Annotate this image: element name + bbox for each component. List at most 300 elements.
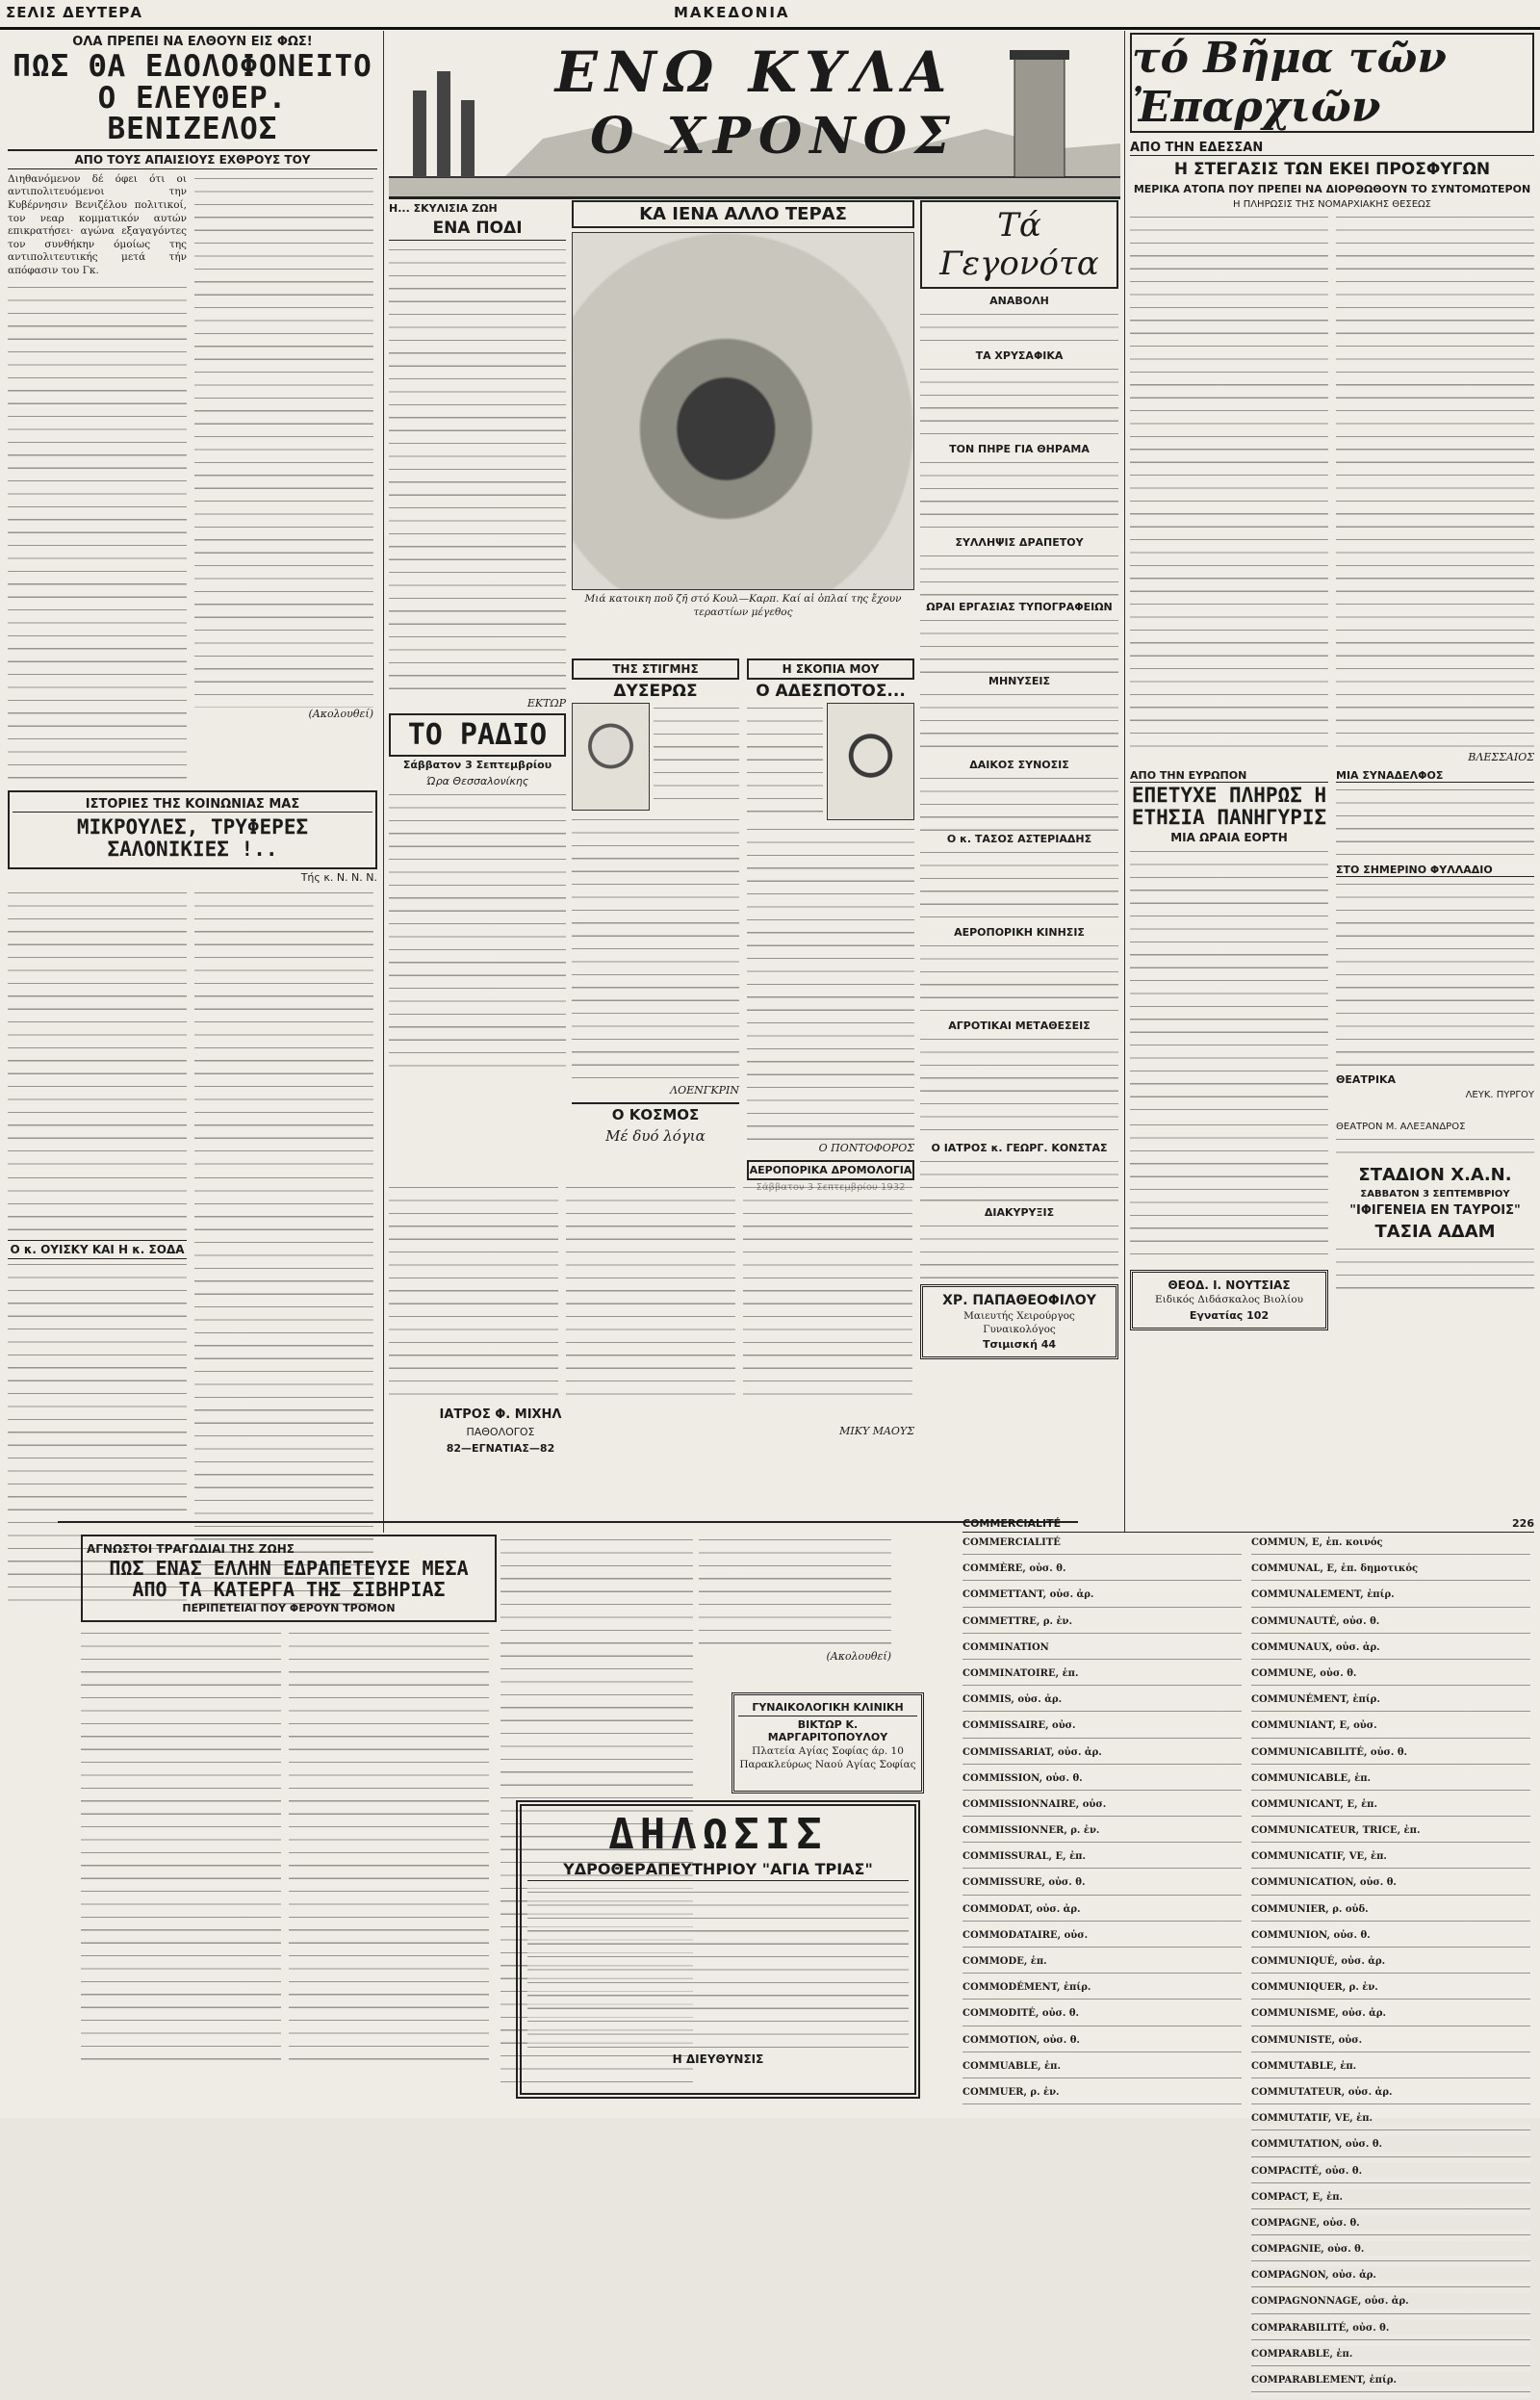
evropos-title: ΕΠΕΤΥΧΕ ΠΛΗΡΩΣ Η ΕΤΗΣΙΑ ΠΑΝΗΓΥΡΙΣ xyxy=(1131,784,1327,830)
continued-note: (Ακολουθεί) xyxy=(308,707,373,720)
dictionary-headword: COMPARABLEMENT, ἐπίρ. xyxy=(1251,2375,1397,2386)
society-title: ΜΙΚΡΟΥΛΕΣ, ΤΡΥΦΕΡΕΣ ΣΑΛΟΝΙΚΙΕΣ !.. xyxy=(76,814,309,861)
dictionary-definition xyxy=(962,2073,1242,2084)
masthead-line-2: Ο ΧΡΟΝΟΣ xyxy=(590,107,958,166)
dictionary-definition xyxy=(1251,1890,1530,1901)
dictionary-headword: COMPARABILITÉ, οὐσ. θ. xyxy=(1251,2322,1390,2334)
dictionary-entry xyxy=(1251,1955,1530,1979)
dictionary-entry xyxy=(962,1903,1242,1927)
dictionary-entry xyxy=(962,2060,1242,2084)
dictionary-entry xyxy=(962,2007,1242,2031)
vima-title: τό Βῆμα τῶν Ἐπαρχιῶν xyxy=(1130,33,1534,133)
dictionary-headword: COMMISSURAL, E, ἐπ. xyxy=(962,1851,1086,1863)
dictionary-headword: COMPAGNON, οὐσ. ἀρ. xyxy=(1251,2270,1376,2282)
dictionary-definition xyxy=(962,1863,1242,1874)
dilosis-ad xyxy=(516,1800,920,2099)
gegonota-item: ΤΑ ΧΡΥΣΑΦΙΚΑ xyxy=(975,349,1064,362)
dictionary-entry xyxy=(1251,1798,1530,1822)
gegonota-item: ΔΙΑΚΥΡΥΞΙΣ xyxy=(984,1206,1055,1219)
stadion-play: "ΙΦΙΓΕΝΕΙΑ ΕΝ ΤΑΥΡΟΙΣ" xyxy=(1349,1203,1521,1219)
dictionary-headword: COMMIS, οὐσ. ἀρ. xyxy=(962,1694,1063,1706)
radio-zone: Ώρα Θεσσαλονίκης xyxy=(425,775,529,787)
article-text-block xyxy=(194,173,373,708)
dictionary-entry xyxy=(962,1588,1242,1613)
dictionary-entry xyxy=(1251,2034,1530,2058)
dictionary-definition xyxy=(962,1785,1242,1796)
article-text-block xyxy=(920,457,1118,534)
dictionary-entry xyxy=(962,1719,1242,1743)
article-text-block xyxy=(289,1628,489,2061)
dictionary-definition xyxy=(1251,1549,1530,1561)
doctor-specialty: ΠΑΘΟΛΟΓΟΣ xyxy=(466,1426,535,1438)
dictionary-definition xyxy=(962,2099,1242,2110)
dictionary-definition xyxy=(962,1994,1242,2005)
papatheofilou-ad xyxy=(920,1284,1118,1359)
fylladio-kicker: ΣΤΟ ΣΗΜΕΡΙΝΟ ΦΥΛΛΑΔΙΟ xyxy=(1336,864,1534,877)
dictionary-definition xyxy=(1251,2204,1530,2215)
noutsias-name: ΘΕΟΔ. Ι. ΝΟΥΤΣΙΑΣ xyxy=(1168,1278,1291,1293)
dilosis-text xyxy=(527,1887,909,2051)
gegonota-item: ΔΑΙΚΟΣ ΣΥΝΟΣΙΣ xyxy=(969,759,1069,771)
article-text-block xyxy=(389,245,566,697)
article-text-block xyxy=(920,1034,1118,1140)
dictionary-headword: COMMOTION, οὐσ. θ. xyxy=(962,2034,1080,2046)
article-text-block xyxy=(1336,212,1534,751)
dictionary-entry xyxy=(962,1929,1242,1953)
article-text-block xyxy=(747,824,914,1142)
dictionary-entry xyxy=(1251,2165,1530,2189)
newspaper-name: ΜΑΚΕΔΟΝΙΑ xyxy=(674,4,790,21)
article-text-block xyxy=(8,888,187,1167)
dictionary-headword: COMMUTATION, οὐσ. θ. xyxy=(1251,2139,1383,2151)
center-lower-text xyxy=(389,1182,914,1418)
kosmos-subtitle: Μέ δυό λόγια xyxy=(605,1127,706,1145)
dictionary-definition xyxy=(962,1602,1242,1613)
article-text-block xyxy=(920,615,1118,673)
headline-line-2: Ο ΕΛΕΥΘΕΡ. ΒΕΝΙΖΕΛΟΣ xyxy=(97,80,288,147)
dictionary-entry xyxy=(1251,2112,1530,2136)
article-text-block xyxy=(8,1173,187,1240)
left-column xyxy=(8,33,377,1515)
dictionary-definition xyxy=(1251,2335,1530,2346)
dictionary-headword: COMMUNIER, ρ. οὐδ. xyxy=(1251,1903,1369,1915)
dictionary-headword: COMMISSIONNER, ρ. ἐν. xyxy=(962,1825,1100,1837)
dictionary-definition xyxy=(1251,1628,1530,1639)
dictionary-headword: COMMODE, ἐπ. xyxy=(962,1956,1047,1967)
dictionary-entry xyxy=(1251,1903,1530,1927)
dictionary-entry xyxy=(1251,2217,1530,2241)
dictionary-entry xyxy=(1251,2060,1530,2084)
gegonota-item: ΩΡΑΙ ΕΡΓΑΣΙΑΣ ΤΥΠΟΓΡΑΦΕΙΩΝ xyxy=(926,601,1113,613)
dictionary-definition xyxy=(1251,2387,1530,2398)
dictionary-headword: COMMISSAIRE, οὐσ. xyxy=(962,1720,1076,1732)
dictionary-entry xyxy=(1251,1562,1530,1587)
dictionary-definition xyxy=(962,1733,1242,1744)
dictionary-definition xyxy=(1251,2282,1530,2293)
papatheofilou-line: Μαιευτής Χειρούργος Γυναικολόγος xyxy=(963,1310,1075,1335)
dictionary-column-left xyxy=(962,1536,1242,2400)
papatheofilou-name: ΧΡ. ΠΑΠΑΘΕΟΦΙΛΟΥ xyxy=(942,1293,1096,1308)
center-column-a xyxy=(389,200,566,1163)
feature-kicker: Η... ΣΚΥΛΙΣΙΑ ΖΩΗ xyxy=(389,202,498,215)
dictionary-definition xyxy=(962,1628,1242,1639)
dictionary-headword: COMMETTANT, οὐσ. ἀρ. xyxy=(962,1589,1094,1601)
dictionary-headword: COMMUNIQUER, ρ. ἐν. xyxy=(1251,1982,1378,1994)
dictionary-entry xyxy=(962,1746,1242,1770)
article-lead: Διηθανόμενον δέ όφει ότι οι αντιπολιτευόμενοι την Κυβέρνησιν Βενιζέλου πολιτικοί, τον νεαρ κομματικόν αυτών επικρατήσει· αγώνα εξαγαγόντες τον συνθήκην όμοίως της αντιπολιτευτικής μετά τήν απόφασιν του Γκ. xyxy=(8,172,187,277)
dictionary-entry xyxy=(1251,2348,1530,2372)
dictionary-definition xyxy=(962,1706,1242,1717)
top-strip xyxy=(0,0,1540,30)
dictionary-headword: COMMETTRE, ρ. ἐν. xyxy=(962,1615,1072,1627)
dictionary-definition xyxy=(1251,2099,1530,2110)
edessa-subtitle: ΜΕΡΙΚΑ ΑΤΟΠΑ ΠΟΥ ΠΡΕΠΕΙ ΝΑ ΔΙΟΡΘΩΘΟΥΝ ΤΟ ΣΥΝΤΟΜΩΤΕΡΟΝ xyxy=(1133,183,1531,195)
dictionary-headword: COMMINATION xyxy=(962,1641,1049,1653)
dictionary-headword: COMMUNICATEUR, TRICE, ἐπ. xyxy=(1251,1825,1421,1837)
dictionary-headword: COMMUTATEUR, οὐσ. ἀρ. xyxy=(1251,2086,1393,2098)
article-text-block xyxy=(920,309,1118,348)
society-kicker: ΙΣΤΟΡΙΕΣ ΤΗΣ ΚΟΙΝΩΝΙΑΣ ΜΑΣ xyxy=(13,797,372,813)
article-text-block xyxy=(920,847,1118,924)
dictionary-definition xyxy=(962,1916,1242,1927)
dictionary-entry xyxy=(1251,2086,1530,2110)
section-heading: Ο κ. ΟΥΙΣΚΥ ΚΑΙ Η κ. ΣΟΔΑ xyxy=(8,1240,187,1259)
dictionary-definition xyxy=(1251,1916,1530,1927)
siberia-continuation-2 xyxy=(699,1535,891,1679)
dictionary-entry xyxy=(962,1562,1242,1587)
siberia-title-2: ΑΠΟ ΤΑ ΚΑΤΕΡΓΑ ΤΗΣ ΣΙΒΗΡΙΑΣ xyxy=(132,1578,446,1601)
center-masthead xyxy=(389,33,1120,199)
dictionary-entry xyxy=(962,1667,1242,1691)
dictionary-headword: COMMISSIONNAIRE, οὐσ. xyxy=(962,1798,1107,1810)
dictionary-headword: COMMUNICABLE, ἐπ. xyxy=(1251,1772,1372,1784)
dictionary-headword: COMMUNE, οὐσ. θ. xyxy=(1251,1667,1357,1679)
aero-title: ΑΕΡΟΠΟΡΙΚΑ ΔΡΟΜΟΛΟΓΙΑ xyxy=(747,1160,914,1180)
dictionary-entry xyxy=(1251,2374,1530,2398)
photo-title: ΚΑ ΙΕΝΑ ΑΛΛΟ ΤΕΡΑΣ xyxy=(572,200,914,228)
dictionary-entry xyxy=(1251,2269,1530,2293)
article-text-block xyxy=(920,1156,1118,1204)
dictionary-headword: COMMUNICABILITÉ, οὐσ. θ. xyxy=(1251,1746,1408,1758)
article-text-block xyxy=(194,888,373,1167)
dictionary-headword: COMMODAT, οὐσ. ἀρ. xyxy=(962,1903,1081,1915)
article-text-block xyxy=(8,282,187,783)
dictionary-definition xyxy=(1251,1680,1530,1691)
dictionary-definition xyxy=(962,1890,1242,1901)
dictionary-entry xyxy=(962,1641,1242,1665)
dictionary-definition xyxy=(1251,1837,1530,1848)
dictionary-entry xyxy=(1251,1876,1530,1900)
dictionary-definition xyxy=(1251,1759,1530,1770)
dictionary-definition xyxy=(1251,2178,1530,2189)
dictionary-definition xyxy=(1251,2309,1530,2320)
dictionary-entry xyxy=(962,1772,1242,1796)
article-text-block xyxy=(389,1182,558,1399)
dictionary-headword: COMMUNÉMENT, ἐπίρ. xyxy=(1251,1694,1380,1706)
article-text-block xyxy=(920,689,1118,757)
tasia-name: ΤΑΣΙΑ ΑΔΑΜ xyxy=(1374,1222,1496,1243)
section-rule xyxy=(58,1521,1078,1523)
papatheofilou-address: Τσιμισκή 44 xyxy=(982,1338,1057,1352)
dictionary-entry xyxy=(962,1876,1242,1900)
headline-kicker: ΟΛΑ ΠΡΕΠΕΙ ΝΑ ΕΛΘΟΥΝ ΕΙΣ ΦΩΣ! xyxy=(72,35,313,49)
dictionary-headword: COMMUNIQUÉ, οὐσ. ἀρ. xyxy=(1251,1956,1386,1967)
dictionary-headword: COMMUN, E, ἐπ. κοινός xyxy=(1251,1537,1383,1548)
gegonota-column xyxy=(920,200,1118,1452)
dictionary-entry xyxy=(1251,1746,1530,1770)
skopia-signature: Ο ΠΟΝΤΟΦΟΡΟΣ xyxy=(818,1142,914,1154)
dictionary-entry xyxy=(962,2086,1242,2110)
noutsias-line: Ειδικός Διδάσκαλος Βιολίου xyxy=(1154,1294,1304,1306)
noutsias-ad xyxy=(1130,1270,1328,1330)
dictionary-headword: COMMUNICATIF, VE, ἐπ. xyxy=(1251,1851,1387,1863)
dictionary-page-number: 226 xyxy=(1512,1517,1534,1530)
dictionary-headword: COMMERCIALITÉ xyxy=(962,1537,1061,1548)
center-photo-block xyxy=(572,200,914,653)
gegonota-item: ΑΓΡΟΤΙΚΑΙ ΜΕΤΑΘΕΣΕΙΣ xyxy=(948,1019,1091,1032)
dictionary-definition xyxy=(1251,2152,1530,2163)
gegonota-title: Τά Γεγονότα xyxy=(920,200,1118,289)
dictionary-entry xyxy=(962,1955,1242,1979)
dictionary-definition xyxy=(1251,2361,1530,2372)
dictionary-headword: COMMUNISME, οὐσ. ἀρ. xyxy=(1251,2008,1386,2020)
dictionary-column-right xyxy=(1251,1536,1530,2400)
clinic-title: ΓΥΝΑΙΚΟΛΟΓΙΚΗ ΚΛΙΝΙΚΗ xyxy=(738,1699,917,1716)
dictionary-entry xyxy=(1251,2295,1530,2319)
article-text-block xyxy=(81,1628,281,2061)
dictionary-entry xyxy=(1251,1929,1530,1953)
masthead-line-1: ΕΝΩ ΚΥΛΑ xyxy=(554,39,955,105)
edessa-signature: ΒΛΕΣΣΑΙΟΣ xyxy=(1468,751,1534,763)
radio-box xyxy=(389,713,566,757)
clinic-ad xyxy=(732,1692,924,1794)
dictionary-definition xyxy=(962,1654,1242,1665)
evropos-kicker: ΑΠΟ ΤΗΝ ΕΥΡΩΠΟΝ xyxy=(1130,769,1328,783)
doctor-address: 82—ΕΓΝΑΤΙΑΣ—82 xyxy=(446,1442,555,1455)
article-text-block xyxy=(1130,212,1328,751)
radio-title: ΤΟ ΡΑΔΙΟ xyxy=(407,718,548,752)
dictionary-entry xyxy=(962,1850,1242,1874)
dictionary-entry xyxy=(962,1798,1242,1822)
dictionary-entry xyxy=(1251,2138,1530,2162)
noutsias-address: Εγνατίας 102 xyxy=(1189,1308,1270,1322)
siberia-article xyxy=(81,1535,497,2112)
dictionary-headword: COMMUNIANT, E, οὐσ. xyxy=(1251,1720,1377,1732)
kosmos-title: Ο ΚΟΣΜΟΣ xyxy=(572,1102,739,1125)
dictionary-entry xyxy=(962,1824,1242,1848)
clinic-note: Παρακλεύρως Ναού Αγίας Σοφίας xyxy=(739,1758,916,1770)
dictionary-definition xyxy=(1251,1942,1530,1953)
dictionary-headword: COMMÈRE, οὐσ. θ. xyxy=(962,1563,1066,1575)
dictionary-definition xyxy=(1251,2047,1530,2058)
dictionary-definition xyxy=(1251,1785,1530,1796)
headline-line-1: ΠΩΣ ΘΑ ΕΔΟΛΟΦΟΝΕΙΤΟ xyxy=(13,49,372,84)
dictionary-section xyxy=(962,1515,1534,2386)
article-text-block xyxy=(743,1182,912,1399)
dictionary-definition xyxy=(962,2021,1242,2032)
gegonota-item: ΣΥΛΛΗΨΙΣ ΔΡΑΠΕΤΟΥ xyxy=(955,536,1084,549)
dictionary-entry xyxy=(1251,2007,1530,2031)
alexandros-heading: ΘΕΑΤΡΟΝ Μ. ΑΛΕΞΑΝΔΡΟΣ xyxy=(1336,1122,1466,1133)
article-text-block xyxy=(920,364,1118,441)
stadion-title: ΣΤΑΔΙΟΝ Χ.Α.Ν. xyxy=(1358,1165,1512,1186)
dictionary-definition xyxy=(1251,1733,1530,1744)
dictionary-entry xyxy=(1251,1615,1530,1639)
dictionary-entry xyxy=(1251,2322,1530,2346)
siberia-box xyxy=(81,1535,497,1622)
dictionary-definition xyxy=(1251,1706,1530,1717)
skopia-kicker: Η ΣΚΟΠΙΑ ΜΟΥ xyxy=(747,658,914,680)
feature-title: ΕΝΑ ΠΟΔΙ xyxy=(389,217,566,241)
dilosis-subtitle: ΥΔΡΟΘΕΡΑΠΕΥΤΗΡΙΟΥ "ΑΓΙΑ ΤΡΙΑΣ" xyxy=(527,1858,909,1881)
article-text-block xyxy=(1336,1244,1534,1292)
article-text-block xyxy=(654,703,739,809)
dictionary-definition xyxy=(1251,2125,1530,2136)
stadion-date: ΣΑΒΒΑΤΟΝ 3 ΣΕΠΤΕΜΒΡΙΟΥ xyxy=(1360,1189,1510,1200)
skopia-title: Ο ΑΔΕΣΠΟΤΟΣ... xyxy=(756,682,906,701)
dictionary-entry xyxy=(1251,1850,1530,1874)
lefkos-pyrgos: ΛΕΥΚ. ΠΥΡΓΟΥ xyxy=(1465,1090,1534,1100)
dictionary-entry xyxy=(962,1981,1242,2005)
portrait-illustration xyxy=(572,703,650,811)
dictionary-definition xyxy=(962,1575,1242,1587)
edessa-kicker: ΑΠΟ ΤΗΝ ΕΔΕΣΣΑΝ xyxy=(1130,141,1534,156)
article-text-block xyxy=(1130,1120,1328,1264)
dictionary-entry xyxy=(1251,1719,1530,1743)
dictionary-definition xyxy=(962,1942,1242,1953)
skopia-column xyxy=(747,658,914,1178)
dictionary-headword: COMMUNICATION, οὐσ. θ. xyxy=(1251,1877,1397,1889)
gegonota-item: Ο κ. ΤΑΣΟΣ ΑΣΤΕΡΙΑΔΗΣ xyxy=(946,833,1092,845)
page-label: ΣΕΛΙΣ ΔΕΥΤΕΡΑ xyxy=(6,4,142,21)
article-text-block xyxy=(1336,879,1534,1071)
dilosis-title: ΔΗΛΩΣΙΣ xyxy=(608,1810,828,1859)
dictionary-entry xyxy=(1251,1588,1530,1613)
dictionary-headword: COMMUNAUX, οὐσ. ἀρ. xyxy=(1251,1641,1380,1653)
column-rule xyxy=(383,31,384,1533)
clinic-address: Πλατεία Αγίας Σοφίας άρ. 10 xyxy=(752,1745,904,1757)
stigmis-column xyxy=(572,658,739,1178)
dictionary-definition xyxy=(1251,1968,1530,1979)
dictionary-headword: COMMODATAIRE, οὐσ. xyxy=(962,1929,1089,1941)
dictionary-headword: COMMUER, ρ. ἐν. xyxy=(962,2086,1060,2098)
dictionary-entry xyxy=(1251,1667,1530,1691)
headline-subhead: ΑΠΟ ΤΟΥΣ ΑΠΑΙΣΙΟΥΣ ΕΧΘΡΟΥΣ ΤΟΥ xyxy=(8,149,377,169)
dictionary-entry xyxy=(1251,1693,1530,1717)
dictionary-entry xyxy=(1251,1981,1530,2005)
article-text-block xyxy=(1336,785,1534,862)
dictionary-headword: COMMUNAUTÉ, οὐσ. θ. xyxy=(1251,1615,1380,1627)
edessa-title: Η ΣΤΕΓΑΣΙΣ ΤΩΝ ΕΚΕΙ ΠΡΟΣΦΥΓΩΝ xyxy=(1173,160,1491,179)
dictionary-headword: COMMUTATIF, VE, ἐπ. xyxy=(1251,2113,1373,2125)
dictionary-entry xyxy=(1251,1536,1530,1561)
dictionary-entry xyxy=(962,2034,1242,2058)
dictionary-headword: COMMUNION, οὐσ. θ. xyxy=(1251,1929,1371,1941)
gegonota-item: ΑΕΡΟΠΟΡΙΚΗ ΚΙΝΗΣΙΣ xyxy=(954,926,1085,939)
siberia-subtitle: ΠΕΡΙΠΕΤΕΙΑΙ ΠΟΥ ΦΕΡΟΥΝ ΤΡΟΜΟΝ xyxy=(182,1602,396,1614)
bird-photo xyxy=(572,232,914,590)
dictionary-headword: COMMISSION, οὐσ. θ. xyxy=(962,1772,1083,1784)
dictionary-entry xyxy=(962,1693,1242,1717)
doctor-name: ΙΑΤΡΟΣ Φ. ΜΙΧΗΛ xyxy=(439,1407,562,1422)
dictionary-definition xyxy=(1251,2230,1530,2241)
dictionary-headword: COMMINATOIRE, ἐπ. xyxy=(962,1667,1079,1679)
dictionary-definition xyxy=(962,1549,1242,1561)
dictionary-headword: COMMUNAL, E, ἐπ. δημοτικός xyxy=(1251,1563,1419,1575)
radio-schedule xyxy=(389,789,566,1069)
article-text-block xyxy=(920,773,1118,831)
society-box xyxy=(8,790,377,869)
synadelfos-kicker: ΜΙΑ ΣΥΝΑΔΕΛΦΟΣ xyxy=(1336,769,1534,783)
dictionary-definition xyxy=(1251,2021,1530,2032)
siberia-kicker: ΑΓΝΩΣΤΟΙ ΤΡΑΓΩΔΙΑΙ ΤΗΣ ΖΩΗΣ xyxy=(87,1542,295,1556)
dictionary-definition xyxy=(1251,2073,1530,2084)
dictionary-definition xyxy=(1251,1994,1530,2005)
article-text-block xyxy=(920,941,1118,1018)
theatrika-heading: ΘΕΑΤΡΙΚΑ xyxy=(1336,1073,1397,1086)
dictionary-headword: COMPAGNONNAGE, οὐσ. ἀρ. xyxy=(1251,2296,1409,2308)
dictionary-definition xyxy=(962,1680,1242,1691)
dictionary-headword: COMPACT, E, ἐπ. xyxy=(1251,2191,1344,2203)
dictionary-definition xyxy=(962,1811,1242,1822)
radio-date: Σάββατον 3 Σεπτεμβρίου xyxy=(402,759,552,771)
dictionary-entry xyxy=(1251,1824,1530,1848)
dictionary-headword: COMMUNALEMENT, ἐπίρ. xyxy=(1251,1589,1395,1601)
dictionary-definition xyxy=(962,2047,1242,2058)
dictionary-entry xyxy=(1251,1772,1530,1796)
dilosis-signature: Η ΔΙΕΥΘΥΝΣΙΣ xyxy=(672,2052,764,2067)
dictionary-definition xyxy=(1251,1811,1530,1822)
siberia-continued-note: (Ακολουθεί) xyxy=(826,1650,891,1663)
dictionary-headword: COMMISSURE, οὐσ. θ. xyxy=(962,1877,1086,1889)
dictionary-headword: COMMODITÉ, οὐσ. θ. xyxy=(962,2008,1079,2020)
dictionary-headword: COMMODÉMENT, ἐπίρ. xyxy=(962,1982,1091,1994)
dictionary-definition xyxy=(1251,1575,1530,1587)
dictionary-header: COMMERCIALITÉ xyxy=(962,1517,1062,1530)
clinic-doctor: ΒΙΚΤΩΡ Κ. ΜΑΡΓΑΡΙΤΟΠΟΥΛΟΥ xyxy=(767,1718,888,1743)
dictionary-definition xyxy=(962,1968,1242,1979)
dictionary-definition xyxy=(1251,2256,1530,2267)
kosmos-sign-block xyxy=(747,1425,914,1444)
doctor-michil-ad xyxy=(404,1406,597,1463)
right-column xyxy=(1130,33,1534,1515)
gegonota-item: ΤΟΝ ΠΗΡΕ ΓΙΑ ΘΗΡΑΜΑ xyxy=(949,443,1090,455)
article-text-block xyxy=(699,1535,891,1650)
article-text-block xyxy=(572,814,739,1084)
stigmis-kicker: ΤΗΣ ΣΤΙΓΜΗΣ xyxy=(572,658,739,680)
caricature-illustration xyxy=(827,703,914,820)
article-text-block xyxy=(1130,846,1328,1116)
edessa-subtitle-2: Η ΠΛΗΡΩΣΙΣ ΤΗΣ ΝΟΜΑΡΧΙΑΚΗΣ ΘΕΣΕΩΣ xyxy=(1233,199,1431,210)
dictionary-headword: COMPAGNIE, οὐσ. θ. xyxy=(1251,2244,1365,2256)
column-rule xyxy=(1124,31,1125,1533)
dictionary-entry xyxy=(1251,2243,1530,2267)
society-byline: Τής κ. Ν. Ν. Ν. xyxy=(300,870,377,884)
dictionary-headword: COMPACITÉ, οὐσ. θ. xyxy=(1251,2165,1363,2177)
gegonota-item: ΑΝΑΒΟΛΗ xyxy=(989,295,1049,307)
dictionary-headword: COMMISSARIAT, οὐσ. ἀρ. xyxy=(962,1746,1102,1758)
dictionary-headword: COMPARABLE, ἐπ. xyxy=(1251,2348,1353,2360)
kosmos-signature: ΜΙΚΥ ΜΑΟΥΣ xyxy=(839,1425,914,1437)
dictionary-definition xyxy=(1251,1863,1530,1874)
dictionary-definition xyxy=(1251,1654,1530,1665)
dictionary-headword: COMMUNISTE, οὐσ. xyxy=(1251,2034,1363,2046)
evropos-subtitle: ΜΙΑ ΩΡΑΙΑ ΕΟΡΤΗ xyxy=(1170,831,1288,845)
dictionary-entry xyxy=(1251,1641,1530,1665)
dictionary-definition xyxy=(1251,1602,1530,1613)
siberia-title-1: ΠΩΣ ΕΝΑΣ ΕΛΛΗΝ ΕΔΡΑΠΕΤΕΥΣΕ ΜΕΣΑ xyxy=(109,1557,469,1580)
dictionary-headword: COMPAGNE, οὐσ. θ. xyxy=(1251,2217,1360,2229)
